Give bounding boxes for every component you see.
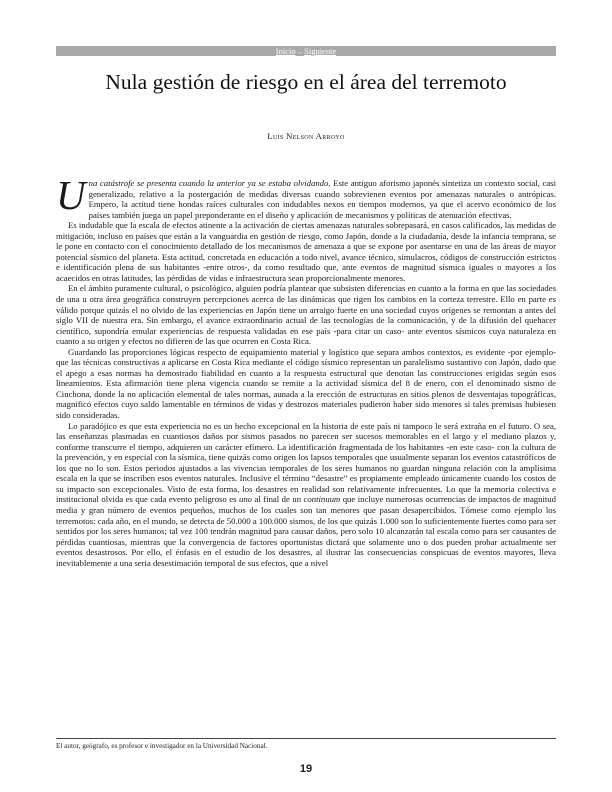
- paragraph-1-text: . Este antiguo aforismo japonés sintetiza un contexto social, casi generalizado, relativo a la postergación de medidas diversas cuando sobrevienen eventos por amenazas naturales o antrópicas. Empero, la actitud tiene hondas raíces culturales con indudables nexos en tiempos modernos, ya que el acervo económico de los países también juega un papel preponderante en el diseño y aplicación de mecanismos y políticas de atenuación efectivas.: [88, 178, 556, 220]
- paragraph-5: [56, 421, 556, 569]
- word-uno: uno: [238, 494, 253, 505]
- word-continuum: continuum: [303, 494, 341, 505]
- article-body: [56, 172, 556, 568]
- footnote-divider: [56, 738, 556, 739]
- paragraph-2: Es indudable que la escala de efectos atinente a la activación de ciertas amenazas naturales sobrepasará, en casos calificados, las medidas de mitigación, incluso en países que están a la vanguardia en gestión de riesgo, como Japón, donde a la ciudadanía, desde la infancia temprana, se le pone en contacto con el conocimiento detallado de los mecanismos de amenaza a que se expone por asentarse en una de las áreas de mayor potencial sísmico del planeta. Esta actitud, concretada en educación a todo nivel, avance técnico, simulacros, códigos de construcción estrictos e identificación plena de sus habitantes -entre otros-, da como resultado que, ante eventos de magnitud sísmica iguales o mayores a los acaecidos en otras latitudes, las pérdidas de vidas e infraestructura sean proporcionalmente menores.: [56, 220, 556, 283]
- drop-cap: U: [56, 172, 86, 218]
- lead-aphorism: na catástrofe se presenta cuando la anterior ya se estaba olvidando: [88, 178, 329, 188]
- paragraph-3: En el ámbito puramente cultural, o psicológico, alguien podría plantear que subsisten diferencias en cuanto a la forma en que las sociedades de una u otra área geográfica construyen percepciones acerca de las dinámicas que rigen los cambios en la corteza terrestre. Ello en parte es válido porque quizás el no olvido de las experiencias en Japón tiene un arraigo fuerte en una sociedad cuyos orígenes se remontan a antes del siglo VII de nuestra era. Sin embargo, el avance extraordinario actual de las tecnologías de la comunicación, y de la difusión del quehacer científico, supondría emular experiencias de respuesta validadas en ese país -para citar un caso- ante eventos sísmicos cuya naturaleza en cuanto a su origen y efectos no difieren de las que ocurren en Costa Rica.: [56, 283, 556, 347]
- article-title: Nula gestión de riesgo en el área del terremoto: [105, 70, 507, 94]
- paragraph-5-start: Lo paradójico es que esta experiencia no es un hecho excepcional en la historia de este país ni tampoco le será extraña en el futuro. O sea, las enseñanzas plasmadas en cuantiosos daños por sismos pasados no parecen ser sucesos memorables en el largo y el mediano plazos y, conforme transcurre el tiempo, adquieren un carácter efímero. La identificación fragmentada de los habitantes -en este caso- con la cultura de la prevención, y en especial con la sísmica, tiene quizás como origen los lapsos temporales que usualmente separan los eventos catastróficos de los que no lo son. Estos periodos ajustados a las vivencias temporales de los seres humanos no guardan ninguna relación con la amplísima escala en la que se inscriben esos eventos naturales. Inclusive el término “desastre” es propiamente empleado únicamente cuando los costos de su impacto son excepcionales. Visto de esta forma, los desastres en realidad son relativamente infrecuentes. Lo que la memoria colectiva e institucional olvida es que cada evento peligroso es: [56, 420, 556, 505]
- page-number: 19: [299, 763, 313, 775]
- footnote: El autor, geógrafo, es profesor e investigador en la Universidad Nacional.: [56, 742, 268, 750]
- paragraph-5-mid: al final de un: [252, 494, 304, 505]
- paragraph-1: [56, 172, 556, 220]
- paragraph-5-end: que incluye numerosas ocurrencias de impactos de magnitud media y gran número de eventos pequeños, muchos de los cuales son tan menores que pasan desapercibidos. Tómese como ejemplo los terremotos: cada año, en el mundo, se detecta de 50.000 a 100.000 sismos, de los que quizás 1.000 son lo suficientemente fuertes como para ser sentidos por los seres humanos; tal vez 100 tendrán magnitud para causar daños, pero solo 10 alcanzarán tal escala como para ser causantes de pérdidas cuantiosas, mientras que la convergencia de factores oportunistas dictará que solamente uno o dos pueden probar actualmente ser eventos desastrosos. Por ello, el énfasis en el estudio de los desastres, al ilustrar las consecuencias conspicuas de eventos mayores, lleva inevitablemente a una seria desestimación temporal de sus efectos, que a nivel: [56, 494, 556, 568]
- top-nav-bar: [56, 46, 556, 56]
- nav-link-inicio[interactable]: Inicio: [275, 46, 296, 56]
- nav-link-siguiente[interactable]: Siguiente: [304, 46, 337, 56]
- nav-separator: –: [295, 46, 305, 56]
- article-author: Luis Nelson Arroyo: [267, 131, 345, 141]
- paragraph-4: Guardando las proporciones lógicas respecto de equipamiento material y logístico que separa ambos contextos, es evidente -por ejemplo- que las técnicas constructivas a aplicarse en Costa Rica mediante el código sísmico representan un paralelismo sustantivo con Japón, dado que el apego a esas normas ha demostrado fiabilidad en cuanto a la respuesta estructural que denotan las construcciones erigidas según esos lineamientos. Esta afirmación tiene plena vigencia cuando se remite a la actividad sísmica del 8 de enero, con el denominado sismo de Cinchona, donde la no aplicación elemental de tales normas, aunada a la erección de estructuras en sitios plenos de desventajas topográficas, magnificó efectos cuyo saldo lamentable en términos de vidas y destrozos materiales pudieron haber sido menores si tales premisas hubiesen sido consideradas.: [56, 346, 556, 421]
